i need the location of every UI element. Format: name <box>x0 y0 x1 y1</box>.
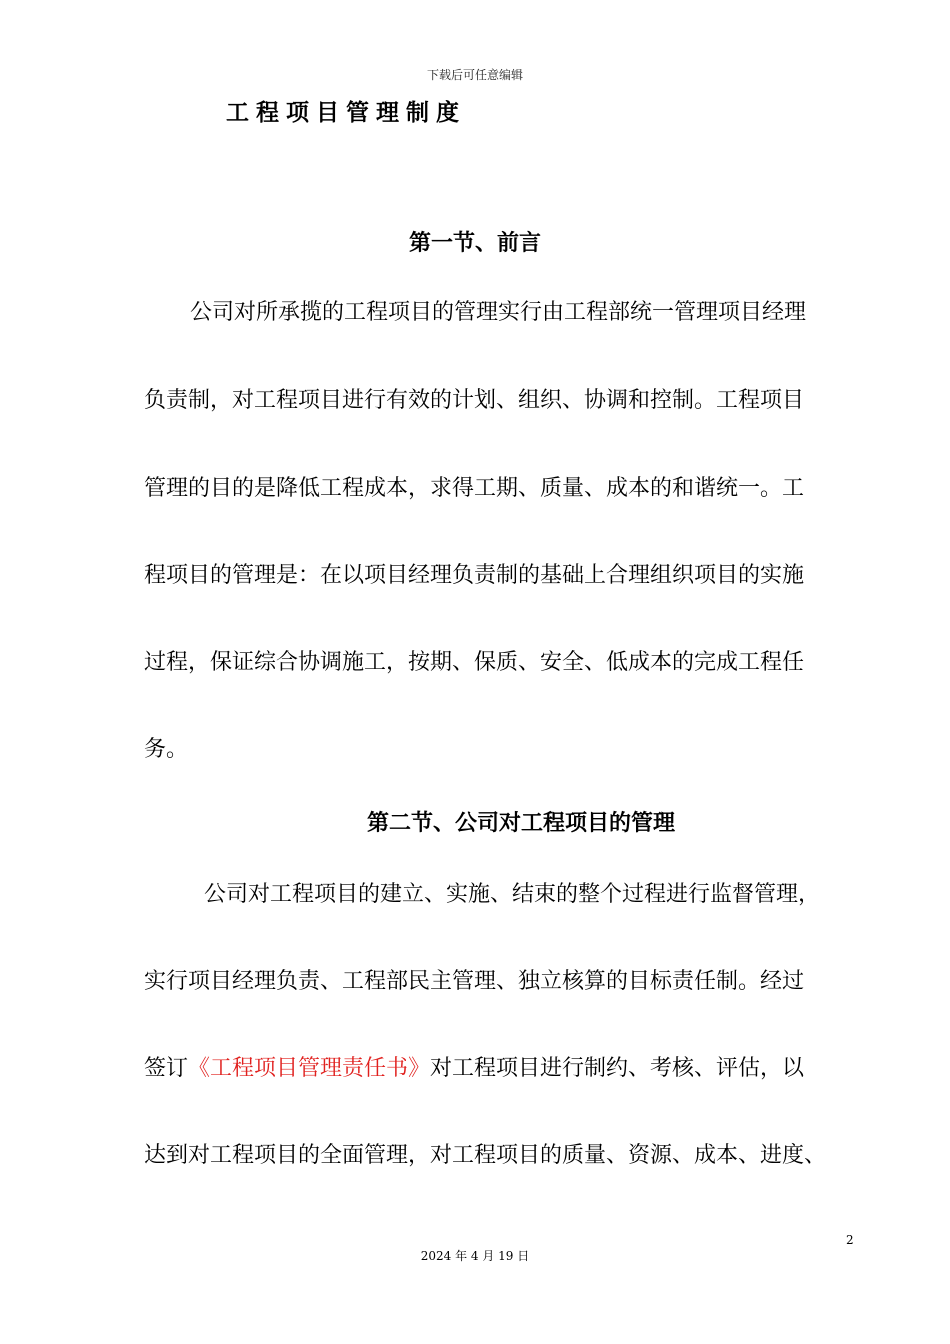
paragraph-line: 实行项目经理负责、工程部民主管理、独立核算的目标责任制。经过 <box>144 969 805 994</box>
text-after-link: 对工程项目进行制约、考核、评估，以 <box>430 1056 805 1081</box>
paragraph-line: 公司对工程项目的建立、实施、结束的整个过程进行监督管理， <box>204 882 821 907</box>
paragraph-line: 务。 <box>144 737 189 762</box>
document-title: 工程项目管理制度 <box>226 100 466 126</box>
paragraph-line: 过程，保证综合协调施工，按期、保质、安全、低成本的完成工程任 <box>144 650 805 675</box>
header-note: 下载后可任意编辑 <box>426 68 523 82</box>
section-heading-company-management: 第二节、公司对工程项目的管理 <box>366 811 675 836</box>
paragraph-line: 管理的目的是降低工程成本，求得工期、质量、成本的和谐统一。工 <box>144 476 805 501</box>
section-heading-preface: 第一节、前言 <box>408 231 541 256</box>
paragraph-line: 程项目的管理是：在以项目经理负责制的基础上合理组织项目的实施 <box>144 563 805 588</box>
responsibility-document-link[interactable]: 《工程项目管理责任书》 <box>188 1056 431 1081</box>
paragraph-line-with-link <box>144 1054 859 1084</box>
page-number: 2 <box>846 1233 854 1247</box>
paragraph-line: 公司对所承揽的工程项目的管理实行由工程部统一管理项目经理 <box>190 300 807 325</box>
paragraph-line: 达到对工程项目的全面管理，对工程项目的质量、资源、成本、进度、 <box>144 1143 827 1168</box>
text-before-link: 签订 <box>144 1056 189 1081</box>
footer-date: 2024 年 4 月 19 日 <box>420 1249 530 1263</box>
paragraph-line: 负责制，对工程项目进行有效的计划、组织、协调和控制。工程项目 <box>144 388 805 413</box>
